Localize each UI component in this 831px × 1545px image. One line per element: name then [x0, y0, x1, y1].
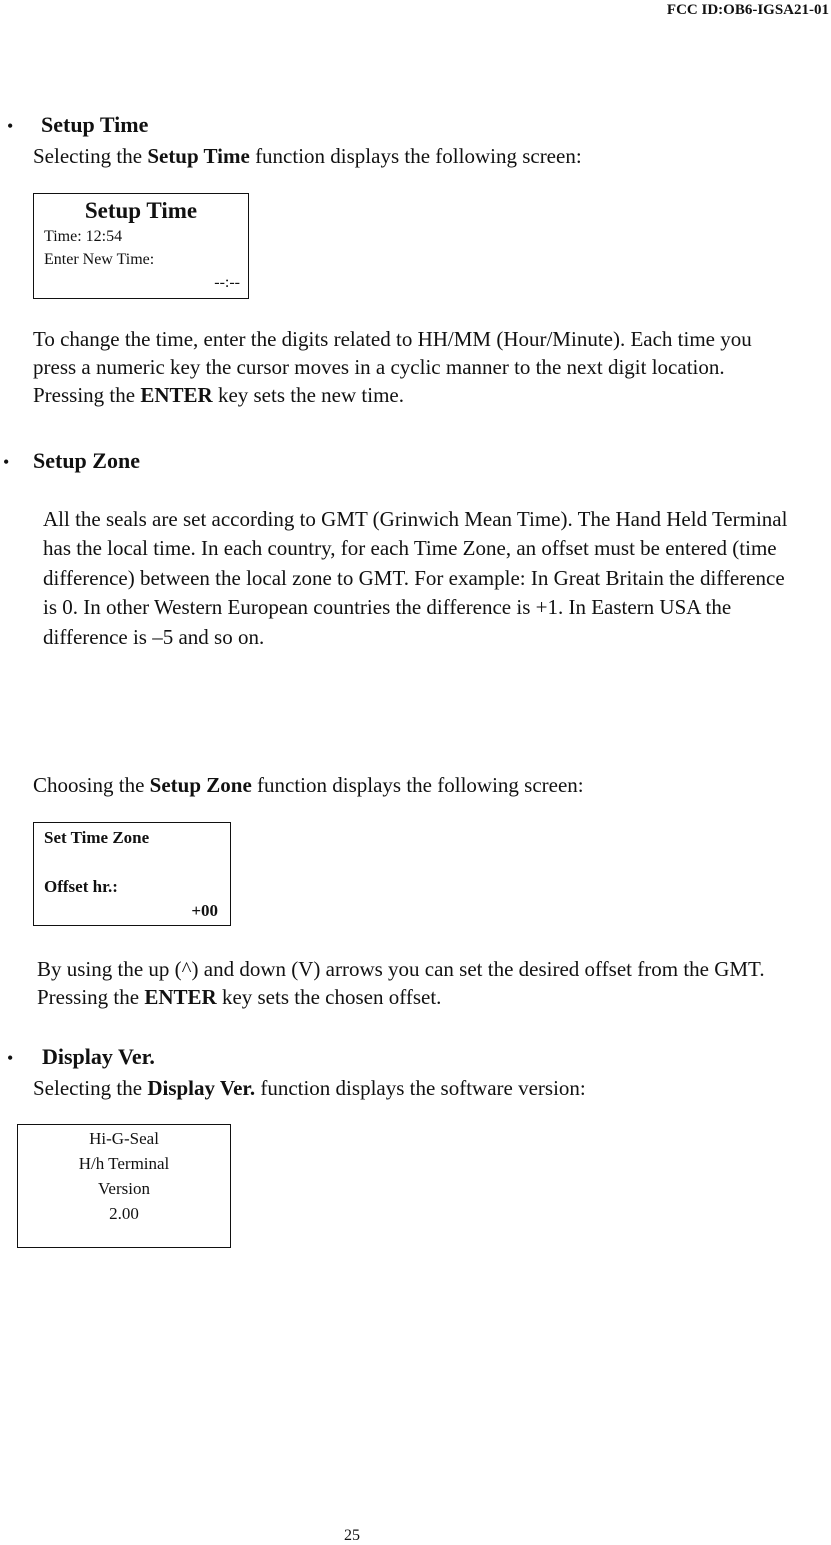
display-ver-intro: Selecting the Display Ver. function displays the software version:: [33, 1076, 586, 1100]
screen-product-name: Hi-G-Seal: [89, 1129, 159, 1148]
setup-time-description: To change the time, enter the digits related to HH/MM (Hour/Minute). Each time you press a numeric key the cursor moves in a cyclic manner to the next digit location. Pressing the ENTER key sets the new time.: [33, 327, 752, 407]
screen-time-input: --:--: [214, 274, 240, 291]
screen-offset-value: +00: [191, 901, 218, 920]
setup-zone-arrows-description: By using the up (^) and down (V) arrows you can set the desired offset from the GMT. Pressing the ENTER key sets the chosen offset.: [37, 957, 765, 1009]
screen-current-time: Time: 12:54: [44, 228, 123, 245]
setup-time-heading: Setup Time: [41, 112, 149, 137]
version-screen: [17, 1124, 231, 1248]
bullet-icon: •: [7, 1048, 14, 1068]
bullet-icon: •: [3, 452, 10, 472]
set-time-zone-screen: [33, 822, 231, 926]
setup-time-screen: [33, 193, 249, 299]
screen-version-label: Version: [98, 1179, 150, 1198]
bullet-icon: •: [7, 116, 14, 136]
page-number: 25: [344, 1527, 360, 1544]
screen-offset-label: Offset hr.:: [44, 877, 118, 896]
setup-zone-choose: Choosing the Setup Zone function displays the following screen:: [33, 773, 584, 797]
setup-time-intro: Selecting the Setup Time function displays the following screen:: [33, 144, 582, 168]
screen-version-number: 2.00: [109, 1204, 139, 1223]
screen-enter-label: Enter New Time:: [44, 251, 155, 268]
setup-zone-heading: Setup Zone: [33, 448, 140, 473]
fcc-id-header: FCC ID:OB6-IGSA21-01: [666, 2, 829, 18]
screen-title: Set Time Zone: [44, 828, 150, 847]
display-ver-heading: Display Ver.: [42, 1044, 155, 1069]
screen-terminal-label: H/h Terminal: [78, 1154, 170, 1173]
screen-title: Setup Time: [84, 198, 198, 223]
setup-zone-description: All the seals are set according to GMT (Grinwich Mean Time). The Hand Held Terminal has the local time. In each country, for each Time Zone, an offset must be entered (time difference) between the local zone to GMT. For example: In Great Britain the difference is 0. In other Western European countries the difference is +1. In Eastern USA the difference is –5 and so on.: [43, 507, 788, 649]
